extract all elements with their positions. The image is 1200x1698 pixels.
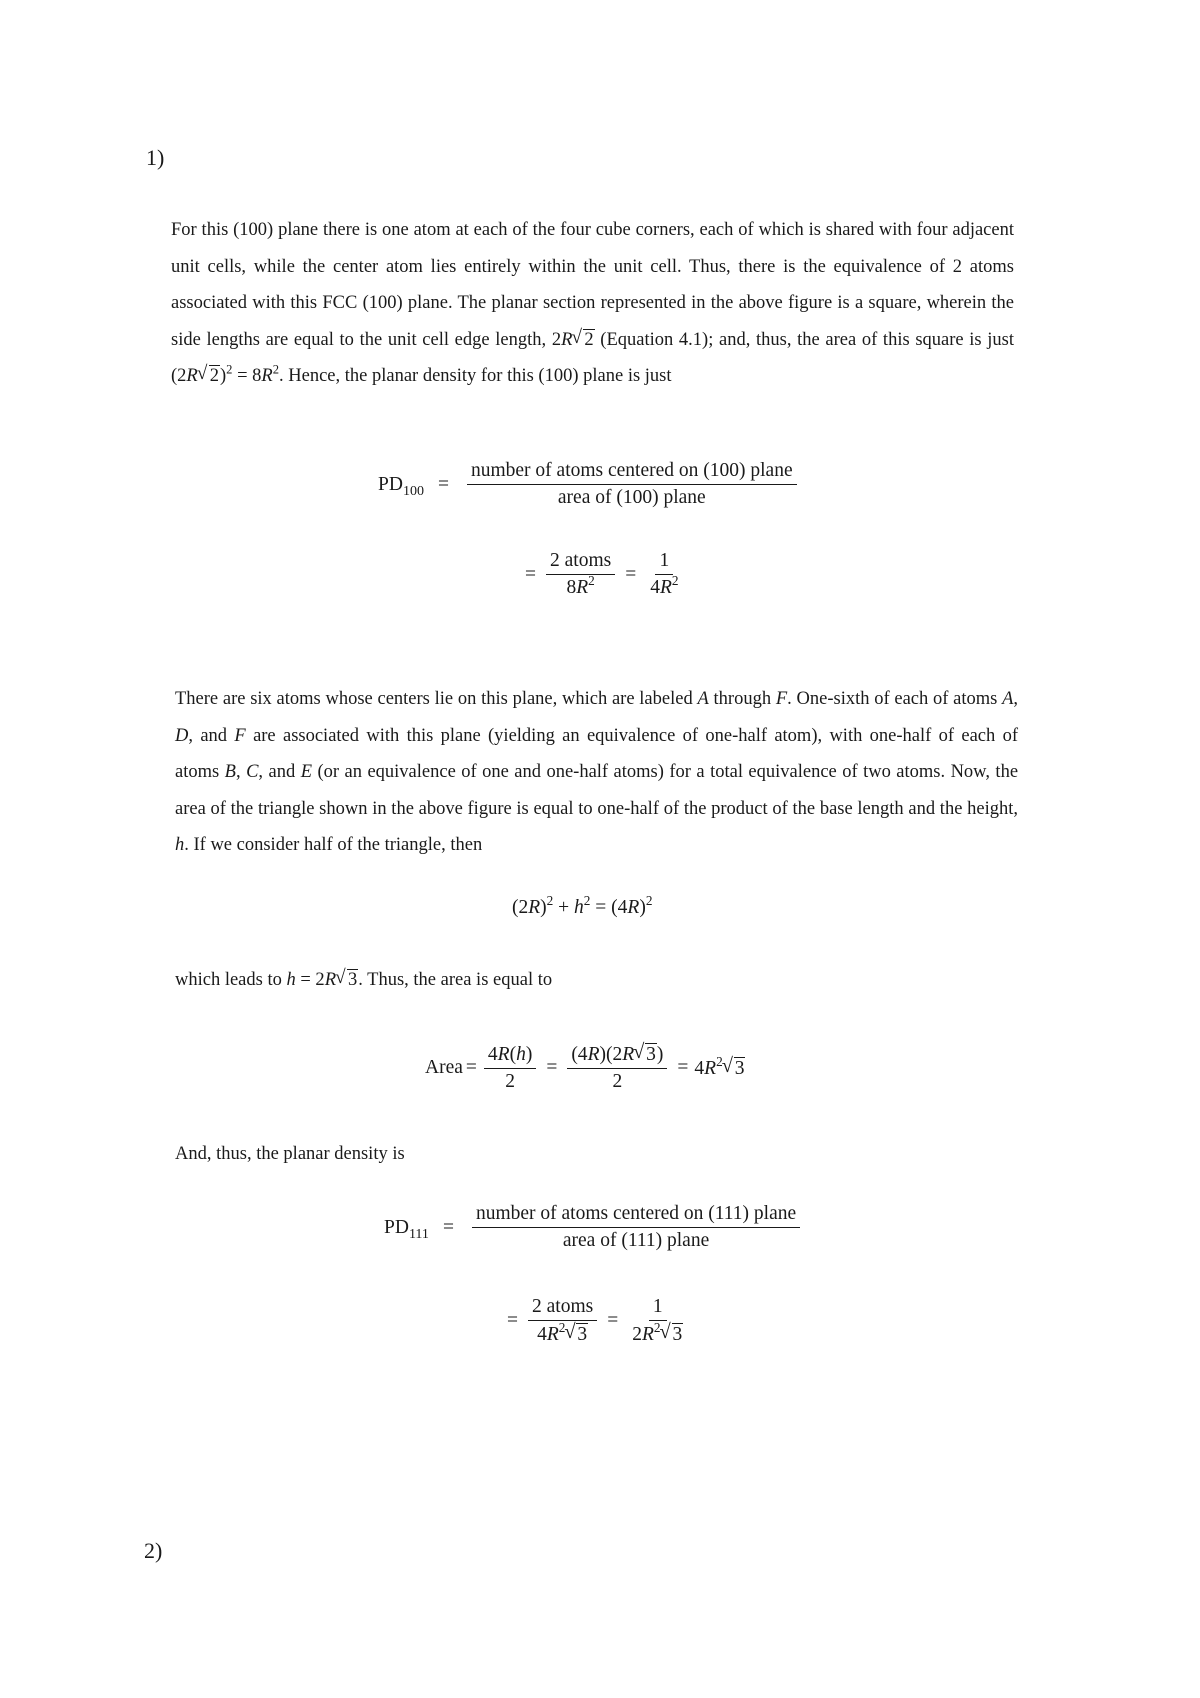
pd111-result-fraction-1: $\frac{\text{2 atoms}}{4R^2√ 3}$ bbox=[528, 1296, 597, 1346]
pd111-result-equation: = $\frac{\text{2 atoms}}{4R^2√ 3}$ = $\frac{1}{2R^2√ 3}$ bbox=[501, 1296, 691, 1346]
pd100-result-equation: = $\frac{\text{2 atoms}}{8R^2}$ = $\frac{1}{4R^2}$ bbox=[519, 550, 687, 599]
pd100-denominator: area of (100) plane bbox=[557, 487, 706, 508]
area-fraction-2: $\frac{(4R)(2R√ 3)}{2}$ bbox=[567, 1043, 667, 1093]
edge-length-expression: 2R√ 2 bbox=[552, 330, 595, 350]
pd100-definition-equation: $PD_{100}$ = $\frac{\text{number of atoms centered on (100) plane}}{\text{area of (100) plane}}$ bbox=[378, 460, 801, 509]
pd100-result-fraction-1: $\frac{\text{2 atoms}}{8R^2}$ bbox=[546, 550, 615, 599]
paragraph-100-plane bbox=[171, 212, 1014, 395]
area-fraction-1: $\frac{4R(h)}{2}$ bbox=[484, 1044, 536, 1093]
pd111-denominator: area of (111) plane bbox=[562, 1230, 710, 1251]
paragraph-100-text-3: . Hence, the planar density for this (100) plane is just bbox=[279, 366, 672, 386]
pd100-fraction bbox=[467, 460, 797, 509]
paragraph-100-text-1: For this (100) plane there is one atom at each of the four cube corners, each of which is shared with four adjacent unit cells, while the center atom lies entirely within the unit cell. Thus, there is the equivalence of 2 atoms associated with this FCC (100) plane. The planar section represented in the above figure is a square, wherein the side lengths are equal to the unit cell edge length, bbox=[171, 220, 1014, 350]
pythagorean-equation: $(2R)^2 + h^2 = (4R)^2$ bbox=[512, 893, 653, 918]
pd111-lhs: $PD_{111}$ bbox=[384, 1216, 429, 1242]
planar-density-intro-line: And, thus, the planar density is bbox=[175, 1144, 405, 1164]
pd111-fraction bbox=[472, 1203, 800, 1252]
pd100-result-fraction-2: $\frac{1}{4R^2}$ bbox=[650, 550, 679, 598]
pd100-lhs: $PD_{100}$ bbox=[378, 473, 424, 499]
pd111-numerator: number of atoms centered on (111) plane bbox=[472, 1203, 800, 1228]
pd100-numerator: number of atoms centered on (100) plane bbox=[467, 460, 797, 485]
question-2-label: 2) bbox=[144, 1538, 163, 1563]
area-equation: Area = $\frac{4R(h)}{2}$ = $\frac{(4R)(2R√ 3)}{2}$ = $4R^2√$ 3 bbox=[425, 1043, 745, 1093]
pd111-result-fraction-2: $\frac{1}{2R^2√ 3}$ bbox=[628, 1296, 687, 1346]
square-area-expression: (2R√ $2)^2 = 8R^2$ bbox=[171, 366, 279, 386]
paragraph-100-text-2: (Equation 4.1); and, thus, the area of this square is just bbox=[600, 329, 1015, 350]
paragraph-111-plane: There are six atoms whose centers lie on this plane, which are labeled A through F. One-sixth of each of atoms A, D, and F are associated with this plane (yielding an equivalence of one-half atom), with one-half of each of atoms B, C, and E (or an equivalence of one and one-half atoms) for a total equivalence of two atoms. Now, the area of the triangle shown in the above figure is equal to one-half of the product of the base length and the height, h. If we consider half of the triangle, then bbox=[175, 689, 1019, 855]
question-1-label: 1) bbox=[146, 145, 165, 170]
height-result-line: which leads to h = 2R√ 3. Thus, the area is equal to bbox=[175, 962, 1018, 999]
pd111-definition-equation: $PD_{111}$ = $\frac{\text{number of atoms centered on (111) plane}}{\text{area of (111) plane}}$ bbox=[384, 1203, 804, 1252]
